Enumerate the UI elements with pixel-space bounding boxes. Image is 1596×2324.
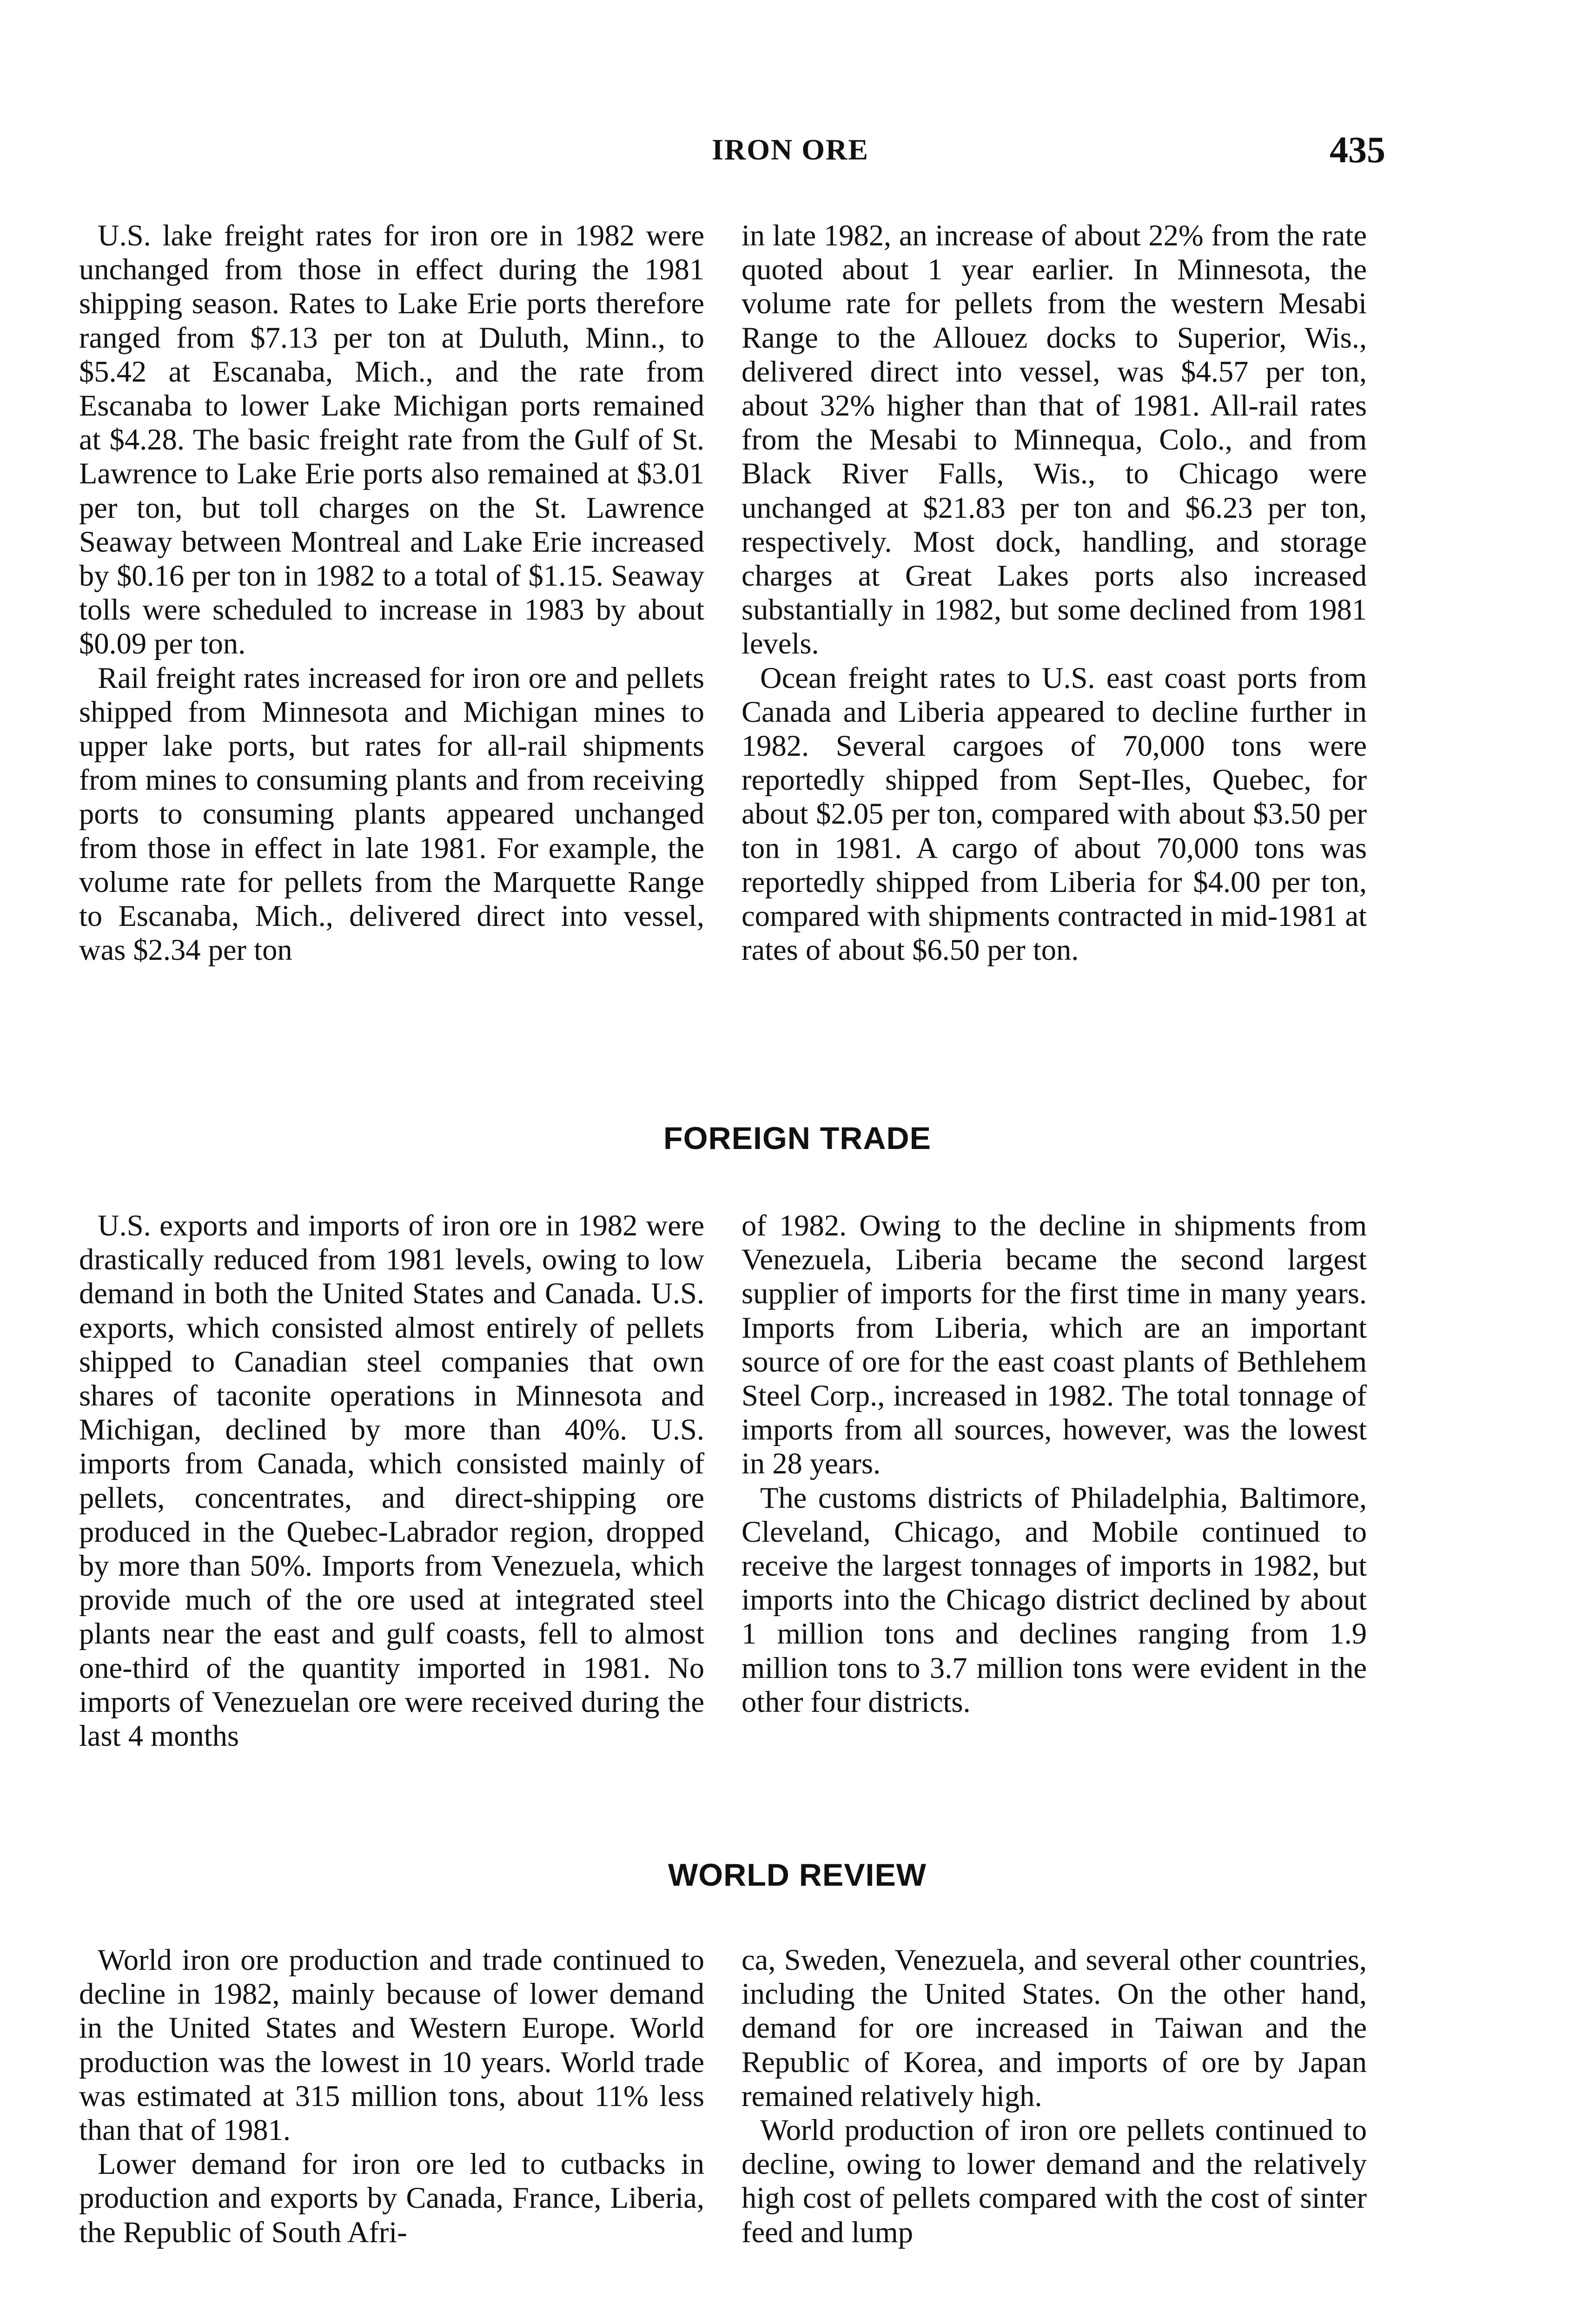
paragraph: Lower demand for iron ore led to cutbacks in production and exports by Canada, France, Liberia, the Republic of South Afri- xyxy=(79,2147,704,2249)
section-heading-foreign-trade: FOREIGN TRADE xyxy=(663,1121,931,1156)
freight-right-column xyxy=(742,218,1367,967)
freight-left-column xyxy=(79,218,704,967)
page-number: 435 xyxy=(1330,130,1385,171)
foreign-trade-right-column xyxy=(742,1208,1367,1719)
paragraph: of 1982. Owing to the decline in shipments from Venezuela, Liberia became the second largest supplier of imports for the first time in many years. Imports from Liberia, which are an important source of ore for the east coast plants of Bethlehem Steel Corp., increased in 1982. The total tonnage of imports from all sources, however, was the lowest in 28 years. xyxy=(742,1209,1367,1480)
world-review-left-column xyxy=(79,1943,704,2249)
paragraph: The customs districts of Philadelphia, Baltimore, Cleveland, Chicago, and Mobile continued to receive the largest tonnages of imports in 1982, but imports into the Chicago district declined by about 1 million tons and declines ranging from 1.9 million tons to 3.7 million tons were evident in the other four districts. xyxy=(742,1481,1367,1718)
world-review-right-column xyxy=(742,1943,1367,2249)
running-header: IRON ORE xyxy=(712,133,869,166)
paragraph: in late 1982, an increase of about 22% from the rate quoted about 1 year earlier. In Minnesota, the volume rate for pellets from the western Mesabi Range to the Allouez docks to Superior, Wis., delivered direct into vessel, was $4.57 per ton, about 32% higher than that of 1981. All-rail rates from the Mesabi to Minnequa, Colo., and from Black River Falls, Wis., to Chicago were unchanged at $21.83 per ton and $6.23 per ton, respectively. Most dock, handling, and storage charges at Great Lakes ports also increased substantially in 1982, but some declined from 1981 levels. xyxy=(742,219,1367,660)
paragraph: ca, Sweden, Venezuela, and several other countries, including the United States. On the other hand, demand for ore increased in Taiwan and the Republic of Korea, and imports of ore by Japan remained relatively high. xyxy=(742,1943,1367,2113)
paragraph: Ocean freight rates to U.S. east coast ports from Canada and Liberia appeared to decline further in 1982. Several cargoes of 70,000 tons were reportedly shipped from Sept-Iles, Quebec, for about $2.05 per ton, compared with about $3.50 per ton in 1981. A cargo of about 70,000 tons was reportedly shipped from Liberia for $4.00 per ton, compared with shipments contracted in mid-1981 at rates of about $6.50 per ton. xyxy=(742,661,1367,967)
paragraph: Rail freight rates increased for iron ore and pellets shipped from Minnesota and Michigan mines to upper lake ports, but rates for all-rail shipments from mines to consuming plants and from receiving ports to consuming plants appeared unchanged from those in effect in late 1981. For example, the volume rate for pellets from the Marquette Range to Escanaba, Mich., delivered direct into vessel, was $2.34 per ton xyxy=(79,661,704,967)
section-heading-world-review: WORLD REVIEW xyxy=(668,1857,927,1893)
paragraph: World iron ore production and trade continued to decline in 1982, mainly because of lower demand in the United States and Western Europe. World production was the lowest in 10 years. World trade was estimated at 315 million tons, about 11% less than that of 1981. xyxy=(79,1943,704,2147)
paragraph: World production of iron ore pellets continued to decline, owing to lower demand and the relatively high cost of pellets compared with the cost of sinter feed and lump xyxy=(742,2113,1367,2249)
paragraph: U.S. exports and imports of iron ore in 1982 were drastically reduced from 1981 levels, owing to low demand in both the United States and Canada. U.S. exports, which consisted almost entirely of pellets shipped to Canadian steel companies that own shares of taconite operations in Minnesota and Michigan, declined by more than 40%. U.S. imports from Canada, which consisted mainly of pellets, concentrates, and direct-shipping ore produced in the Quebec-Labrador region, dropped by more than 50%. Imports from Venezuela, which provide much of the ore used at integrated steel plants near the east and gulf coasts, fell to almost one-third of the quantity imported in 1981. No imports of Venezuelan ore were received during the last 4 months xyxy=(79,1209,704,1753)
foreign-trade-left-column xyxy=(79,1208,704,1753)
paragraph: U.S. lake freight rates for iron ore in 1982 were unchanged from those in effect during the 1981 shipping season. Rates to Lake Erie ports therefore ranged from $7.13 per ton at Duluth, Minn., to $5.42 at Escanaba, Mich., and the rate from Escanaba to lower Lake Michigan ports remained at $4.28. The basic freight rate from the Gulf of St. Lawrence to Lake Erie ports also remained at $3.01 per ton, but toll charges on the St. Lawrence Seaway between Montreal and Lake Erie increased by $0.16 per ton in 1982 to a total of $1.15. Seaway tolls were scheduled to increase in 1983 by about $0.09 per ton. xyxy=(79,219,704,660)
